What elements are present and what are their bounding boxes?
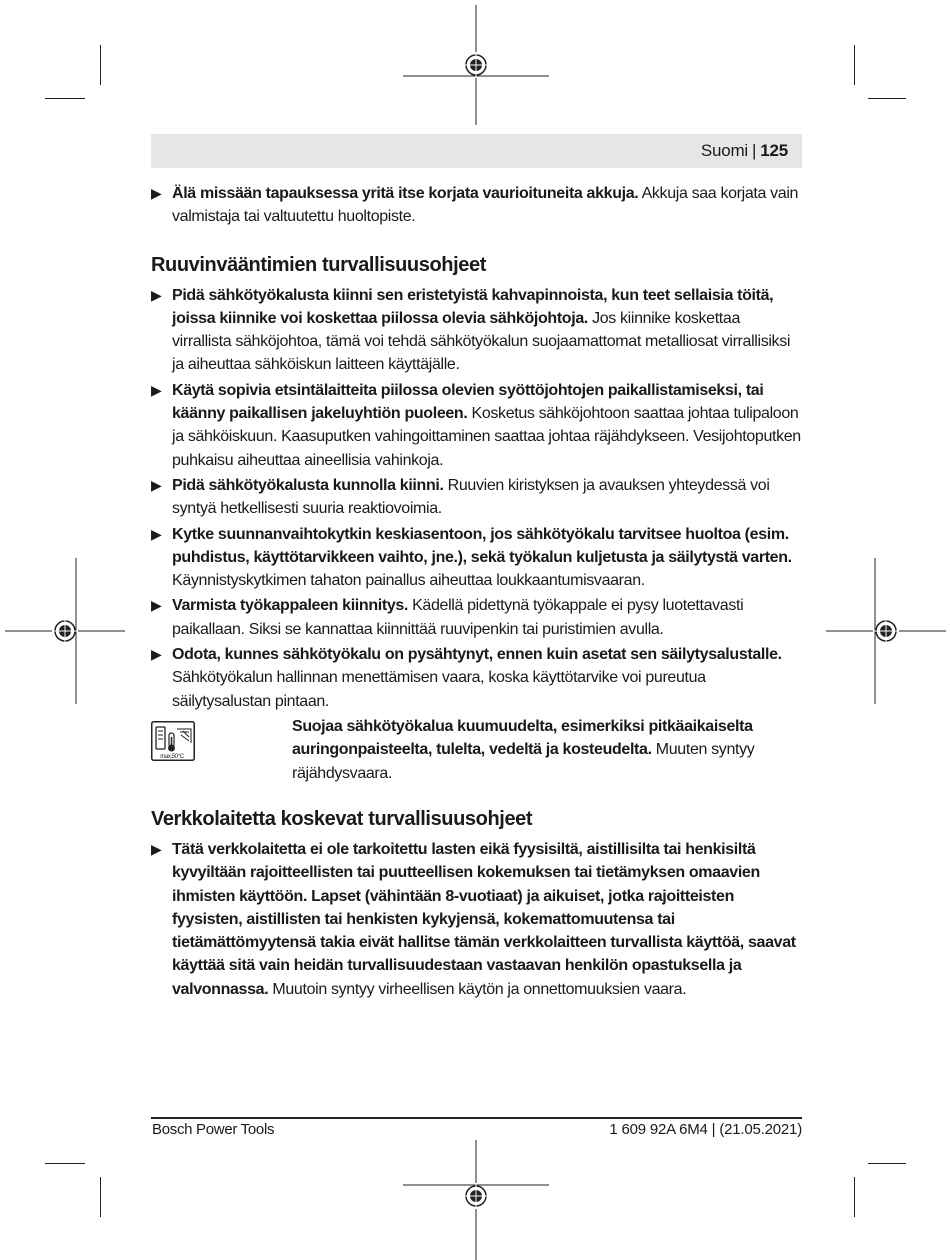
warning-item	[151, 284, 803, 377]
warning-item	[151, 379, 803, 472]
footer-doc-number: 1 609 92A 6M4 | (21.05.2021)	[609, 1121, 802, 1138]
warning-item	[151, 838, 803, 1001]
bullet-arrow-icon: ▶	[151, 381, 162, 398]
warning-item	[151, 523, 803, 593]
crop-mark	[45, 98, 85, 99]
warning-bold: Käytä sopivia etsintälaitteita piilossa olevien syöttöjohtojen paikallistamiseksi, tai käänny paikallisen jakeluyhtiön puoleen.	[172, 381, 764, 423]
warning-bold: Kytke suunnanvaihtokytkin keskiasentoon, jos sähkötyökalu tarvitsee huoltoa (esim. puhdistus, käyttötarvikkeen vaihto, jne.), sekä työkalun kuljetusta ja säilytystä varten.	[172, 525, 792, 566]
warning-text: Jos kiinnike koskettaa virrallista sähköjohtoa, tämä voi tehdä sähkötyökalun suojaamattomat metalliosat virrallisiksi ja aiheuttaa sähköiskun laitteen käyttäjälle.	[172, 309, 791, 374]
warning-text: Sähkötyökalun hallinnan menettämisen vaara, koska käyttötarvike voi pureutua säilytysalustan pintaan.	[172, 669, 706, 710]
header-text	[701, 141, 788, 161]
warning-text: Kosketus sähköjohtoon saattaa johtaa tulipaloon ja sähköiskuun. Kaasuputken vahingoittaminen saattaa johtaa räjähdykseen. Vesijohtoputken puhkaisu aiheuttaa aineellisia vahinkoja.	[172, 405, 801, 469]
crop-mark	[868, 1163, 906, 1164]
warning-text: Muuten syntyy räjähdysvaara.	[292, 741, 755, 782]
crop-mark	[100, 45, 101, 85]
warning-item	[151, 594, 803, 641]
bullet-arrow-icon: ▶	[151, 286, 162, 303]
crop-mark	[854, 45, 855, 85]
header-separator: |	[752, 141, 757, 160]
warning-item	[151, 474, 803, 521]
footer-divider	[151, 1117, 802, 1119]
warning-text: Akkuja saa korjata vain valmistaja tai valtuutettu huoltopiste.	[172, 185, 799, 226]
heat-warning-icon	[151, 721, 195, 761]
section-title: Verkkolaitetta koskevat turvallisuusohjeet	[151, 807, 533, 830]
icon-label: max.50°C	[160, 753, 184, 760]
registration-mark-bottom	[403, 1140, 549, 1260]
warning-text: Ruuvien kiristyksen ja avauksen yhteydessä voi syntyä hetkellisesti suuria reaktiovoimia.	[172, 476, 770, 518]
warning-item	[151, 182, 803, 229]
warning-bold: Suojaa sähkötyökalua kuumuudelta, esimerkiksi pitkäaikaiselta auringonpaisteelta, tulelta, vedeltä ja kosteudelta.	[292, 717, 753, 759]
warning-text: Käynnistyskytkimen tahaton painallus aiheuttaa loukkaantumisvaaran.	[172, 572, 645, 590]
warning-bold: Odota, kunnes sähkötyökalu on pysähtynyt, ennen kuin asetat sen säilytysalustalle.	[172, 646, 782, 664]
page-number: 125	[760, 141, 788, 160]
bullet-arrow-icon: ▶	[151, 597, 162, 614]
footer-brand: Bosch Power Tools	[152, 1121, 275, 1138]
heat-warning-note	[151, 715, 803, 785]
crop-mark	[45, 1163, 85, 1164]
warning-bold: Varmista työkappaleen kiinnitys.	[172, 597, 409, 615]
bullet-arrow-icon: ▶	[151, 840, 162, 857]
header-language: Suomi	[700, 141, 749, 160]
bullet-arrow-icon: ▶	[151, 646, 162, 663]
bullet-arrow-icon: ▶	[151, 476, 162, 493]
crop-mark	[100, 1177, 101, 1217]
warning-bold: Pidä sähkötyökalusta kunnolla kiinni.	[172, 476, 444, 494]
section-title: Ruuvinvääntimien turvallisuusohjeet	[151, 253, 486, 276]
heat-warning-text	[292, 715, 803, 785]
warning-bold: Älä missään tapauksessa yritä itse korjata vaurioituneita akkuja.	[172, 185, 639, 202]
warning-item	[151, 643, 803, 713]
crop-mark	[854, 1177, 855, 1217]
registration-mark-left	[5, 558, 125, 704]
registration-mark-top	[403, 5, 549, 125]
page-content	[151, 182, 803, 1003]
warning-bold: Pidä sähkötyökalusta kiinni sen eristetyistä kahvapinnoista, kun teet sellaisia töitä, joissa kiinnike voi koskettaa piilossa olevia sähköjohtoja.	[172, 286, 774, 327]
page-header	[151, 134, 802, 168]
bullet-arrow-icon: ▶	[151, 185, 162, 201]
warning-bold: Tätä verkkolaitetta ei ole tarkoitettu lasten eikä fyysisiltä, aistillisilta tai henkisiltä kyvyiltään rajoitteellisten tai puutteellisen kokemuksen tai tietämyksen omaavien ihmisten käyttöön. Lapset (vähintään 8-vuotiaat) ja aikuiset, jotka rajoitteisten fyysisten, aistillisten tai henkisten kykyjensä, kokemattomuutensa tai tietämättömyytensä takia eivät hallitse tämän verkkolaitteen turvallista käyttöä, saavat käyttää sitä vain heidän turvallisuudestaan vastaavan henkilön opastuksella ja valvonnassa.	[172, 840, 796, 998]
bullet-arrow-icon: ▶	[151, 525, 162, 542]
registration-mark-right	[826, 558, 946, 704]
warning-text: Kädellä pidettynä työkappale ei pysy luotettavasti paikallaan. Siksi se kannattaa kiinnittää ruuvipenkin tai puristimien avulla.	[172, 597, 744, 638]
warning-text: Muutoin syntyy virheellisen käytön ja onnettomuuksien vaara.	[268, 980, 687, 998]
crop-mark	[868, 98, 906, 99]
